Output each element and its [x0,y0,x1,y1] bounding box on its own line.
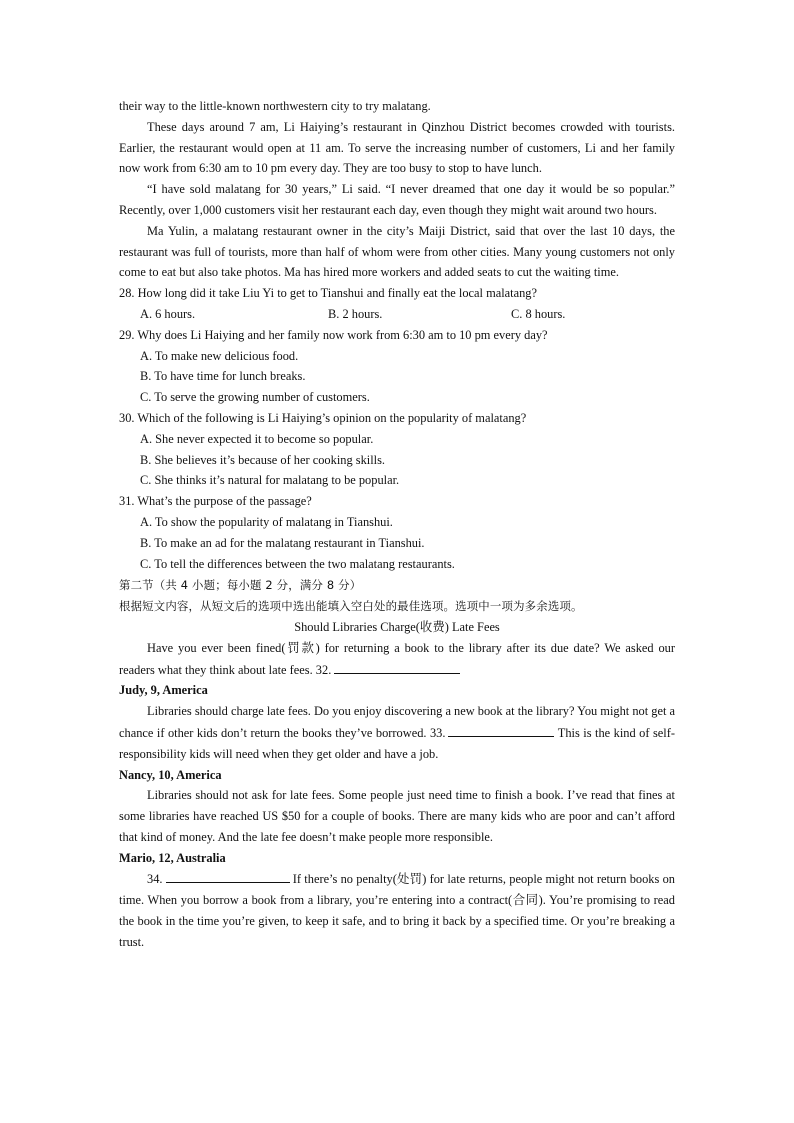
question-29-stem: 29. Why does Li Haiying and her family now work from 6:30 am to 10 pm every day? [119,327,548,342]
section-2-instruction: 根据短文内容，从短文后的选项中选出能填入空白处的最佳选项。选项中一项为多余选项。 [119,599,583,614]
article-intro-text: Have you ever been fined(罚款) for returning a book to the library after its due date? We asked our readers what they think about late fees. 32. [119,640,675,677]
question-31-option-c[interactable]: C. To tell the differences between the two malatang restaurants. [140,556,455,571]
section-2-header: 第二节（共 4 小题；每小题 2 分，满分 8 分） [119,578,362,593]
question-28-option-b[interactable]: B. 2 hours. [328,306,383,321]
article-title: Should Libraries Charge(收费) Late Fees [294,619,500,634]
blank-33[interactable] [448,722,554,737]
reader-name-judy: Judy, 9, America [119,683,208,698]
question-28-stem: 28. How long did it take Liu Yi to get to Tianshui and finally eat the local malatang? [119,286,537,301]
question-30-option-c[interactable]: C. She thinks it’s natural for malatang to be popular. [140,473,400,488]
passage-paragraph-2: “I have sold malatang for 30 years,” Li said. “I never dreamed that one day it would be so popular.” Recently, over 1,000 customers visit her restaurant each day, even though they might wait around two hours. [119,182,675,217]
reader-text-nancy: Libraries should not ask for late fees. Some people just need time to finish a book. I’ve read that fines at some libraries have reached US $50 for a couple of books. There are many kids who are poor and can’t afford that kind of money. And the late fee doesn’t make people more responsible. [119,788,675,844]
question-29-option-b[interactable]: B. To have time for lunch breaks. [140,369,306,384]
question-30-option-a[interactable]: A. She never expected it to become so popular. [140,431,374,446]
question-29-option-a[interactable]: A. To make new delicious food. [140,348,299,363]
question-30-stem: 30. Which of the following is Li Haiying’s opinion on the popularity of malatang? [119,410,527,425]
blank-32[interactable] [334,659,460,674]
reader-text-judy-a: Libraries should charge late fees. Do you enjoy discovering a new book at the library? You might not get a chance if other kids don’t return the books they’ve borrowed. 33. [119,704,675,740]
question-31-option-a[interactable]: A. To show the popularity of malatang in Tianshui. [140,514,393,529]
question-29-option-c[interactable]: C. To serve the growing number of customers. [140,390,370,405]
passage-paragraph-3: Ma Yulin, a malatang restaurant owner in the city’s Maiji District, said that over the last 10 days, the restaurant was full of tourists, more than half of whom were from other cities. Many young customers not only come to eat but also take photos. Ma has hired more workers and added seats to cut the waiting time. [119,223,675,280]
question-31-option-b[interactable]: B. To make an ad for the malatang restaurant in Tianshui. [140,535,425,550]
reader-text-judy [119,701,675,764]
reader-text-mario-body: If there’s no penalty(处罚) for late returns, people might not return books on time. When you borrow a book from a library, you’re entering into a contract(合同). You’re promising to read the book in the time you’re given, to keep it safe, and to bring it back by a specified time. Or you’re breaking a trust. [119,872,675,949]
passage-paragraph-1: These days around 7 am, Li Haiying’s restaurant in Qinzhou District becomes crowded with tourists. Earlier, the restaurant would open at 11 am. To serve the increasing number of customers, Li and her family now work from 6:30 am to 10 pm every day. They are too busy to stop to have lunch. [119,119,675,176]
reader-text-mario [119,868,675,952]
article-intro [119,638,675,681]
reader-name-nancy: Nancy, 10, America [119,767,222,782]
blank-34-number: 34. [147,872,163,887]
question-28-option-c[interactable]: C. 8 hours. [511,306,566,321]
question-28-options [119,304,675,325]
question-31-stem: 31. What’s the purpose of the passage? [119,494,312,509]
exam-page [119,96,675,953]
blank-34[interactable] [166,868,290,883]
passage-paragraph-0: their way to the little-known northwestern city to try malatang. [119,99,431,113]
question-28-option-a[interactable]: A. 6 hours. [140,306,196,321]
reader-name-mario: Mario, 12, Australia [119,850,226,865]
reader-text-judy-b: This is the kind of self-responsibility kids will need when they get older and have a job. [119,725,676,761]
question-30-option-b[interactable]: B. She believes it’s because of her cooking skills. [140,452,386,467]
